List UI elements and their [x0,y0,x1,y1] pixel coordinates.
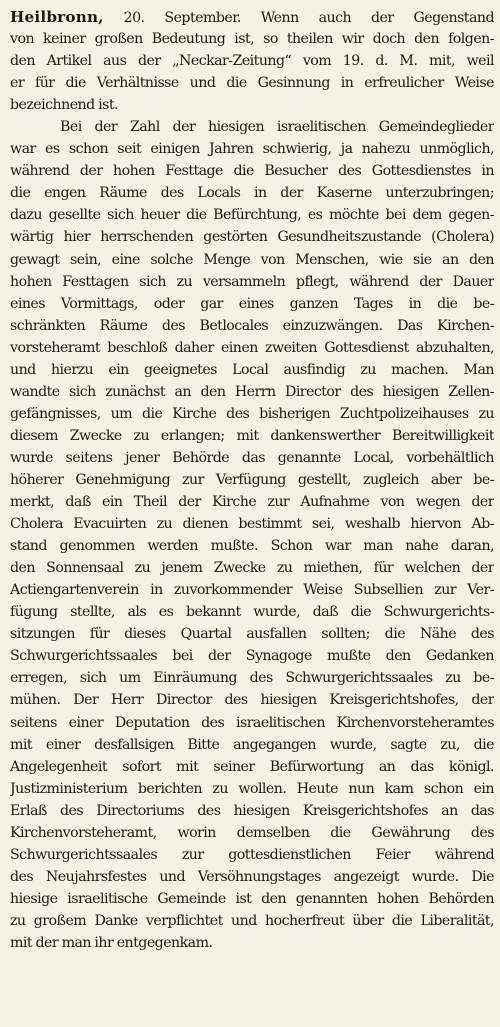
article-line: erregen, sich um Einräumung des Schwurgerichtssaales zu be- [10,670,494,687]
article-line: diesem Zwecke zu erlangen; mit dankenswerther Bereitwilligkeit [10,427,494,444]
article-line: mit der man ihr entgegenkam. [10,934,213,951]
article-line: von keiner großen Bedeutung ist, so theilen wir doch den folgen- [10,31,494,48]
article-line: merkt, daß ein Theil der Kirche zur Aufnahme von wegen der [10,494,494,511]
paragraph-first-line: Bei der Zahl der hiesigen israelitischen Gemeindeglieder [60,119,494,136]
article-line: Justizministerium berichten zu wollen. Heute nun kam schon ein [10,780,494,797]
article-line: während der hohen Festtage die Besucher des Gottesdienstes in [10,163,494,180]
article-line: dazu gesellte sich heuer die Befürchtung, es möchte bei dem gegen- [10,207,494,224]
article-line: des Neujahrsfestes und Versöhnungstages angezeigt wurde. Die [10,868,494,885]
article-line: mit einer desfallsigen Bitte angegangen wurde, sagte zu, die [10,736,494,753]
article-line: stand genommen werden mußte. Schon war man nahe daran, [10,538,494,555]
article-line: gewagt sein, eine solche Menge von Menschen, wie sie an den [10,251,494,268]
article-line: Actiengartenverein in zuvorkommender Weise Subsellien zur Ver- [10,582,494,599]
article-line: wurde seitens jener Behörde das genannte Local, vorbehältlich [10,449,494,466]
article-line: mühen. Der Herr Director des hiesigen Kreisgerichtshofes, der [10,692,494,709]
article-line: eines Vormittags, oder gar eines ganzen Tages in die be- [10,295,494,312]
article-text: Wenn auch der Gegenstand [260,10,494,26]
article-line: bezeichnend ist. [10,97,118,114]
article-line: seitens einer Deputation des israelitischen Kirchenvorsteheramtes [10,714,494,731]
article-line: Schwurgerichtssaales zur gottesdienstlichen Feier während [10,846,494,863]
article-line: Kirchenvorsteheramt, worin demselben die Gewährung des [10,824,494,841]
article-line: vorsteheramt beschloß daher einen zweiten Gottesdienst abzuhalten, [10,339,494,356]
article-line: und hierzu ein geeignetes Local ausfindig zu machen. Man [10,361,494,378]
dateline-place: Heilbronn, [10,8,104,26]
article-line: höherer Genehmigung zur Verfügung gestellt, zugleich aber be- [10,471,494,488]
article-line [10,6,494,28]
article-line: war es schon seit einigen Jahren schwierig, ja nahezu unmöglich, [10,141,494,158]
article-line: Erlaß des Directoriums des hiesigen Kreisgerichtshofes an das [10,802,494,819]
article-line: hiesige israelitische Gemeinde ist den genannten hohen Behörden [10,890,494,907]
article-line: er für die Verhältnisse und die Gesinnung in erfreulicher Weise [10,75,494,92]
article-line: hohen Festtagen sich zu versammeln pflegt, während der Dauer [10,273,494,290]
article-line: wärtig hier herrschenden gestörten Gesundheitszustande (Cholera) [10,229,494,246]
article-line: fügung stellte, als es bekannt wurde, daß die Schwurgerichts- [10,604,494,621]
article-line: Cholera Evacuirten zu dienen bestimmt sei, weshalb hiervon Ab- [10,516,494,533]
article-line: den Artikel aus der „Neckar-Zeitung“ vom 19. d. M. mit, weil [10,53,494,70]
article-line: Schwurgerichtssaales bei der Synagoge mußte den Gedanken [10,648,494,665]
article-line: die engen Räume des Locals in der Kaserne unterzubringen; [10,185,494,202]
article-line: sitzungen für dieses Quartal ausfallen sollten; die Nähe des [10,626,494,643]
article-line: gefängnisses, um die Kirche des bisherigen Zuchtpolizeihauses zu [10,405,494,422]
article-line: wandte sich zunächst an den Herrn Director des hiesigen Zellen- [10,383,494,400]
article-line: schränkten Räume des Betlocales einzuzwängen. Das Kirchen- [10,317,494,334]
article-line: zu großem Danke verpflichtet und hocherfreut über die Liberalität, [10,912,494,929]
dateline-date: 20. September. [123,10,241,26]
article-line: den Sonnensaal zu jenem Zwecke zu miethen, für welchen der [10,560,494,577]
article-line: Angelegenheit sofort mit seiner Befürwortung an das königl. [10,758,494,775]
